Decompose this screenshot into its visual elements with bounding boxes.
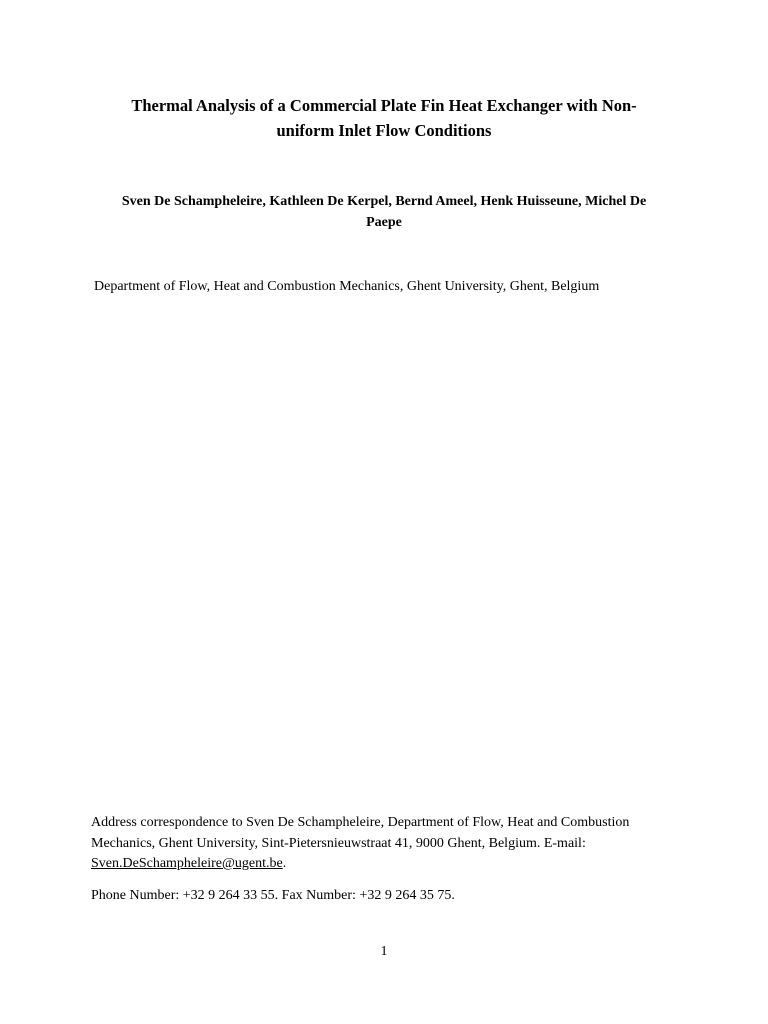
paper-title-line-2: uniform Inlet Flow Conditions bbox=[276, 121, 492, 140]
correspondence-line-1: Address correspondence to Sven De Schampheleire, Department of Flow, Heat and Combustion bbox=[91, 815, 630, 830]
page-number: 1 bbox=[380, 944, 388, 959]
correspondence-address bbox=[91, 813, 691, 875]
author-list-line-2: Paepe bbox=[366, 215, 402, 230]
email-suffix: . bbox=[282, 856, 287, 871]
correspondence-line-2: Mechanics, Ghent University, Sint-Pietersnieuwstraat 41, 9000 Ghent, Belgium. E-mail: bbox=[91, 835, 586, 851]
phone-fax-numbers: Phone Number: +32 9 264 33 55. Fax Number: +32 9 264 35 75. bbox=[91, 888, 455, 903]
affiliation: Department of Flow, Heat and Combustion Mechanics, Ghent University, Ghent, Belgium bbox=[94, 279, 600, 294]
paper-title-line-1: Thermal Analysis of a Commercial Plate Fin Heat Exchanger with Non- bbox=[131, 96, 637, 115]
email-link[interactable]: Sven.DeSchampheleire@ugent.be bbox=[91, 856, 283, 871]
author-list bbox=[90, 191, 678, 233]
paper-title bbox=[95, 93, 673, 143]
author-list-line-1: Sven De Schampheleire, Kathleen De Kerpel, Bernd Ameel, Henk Huisseune, Michel De bbox=[121, 194, 647, 209]
